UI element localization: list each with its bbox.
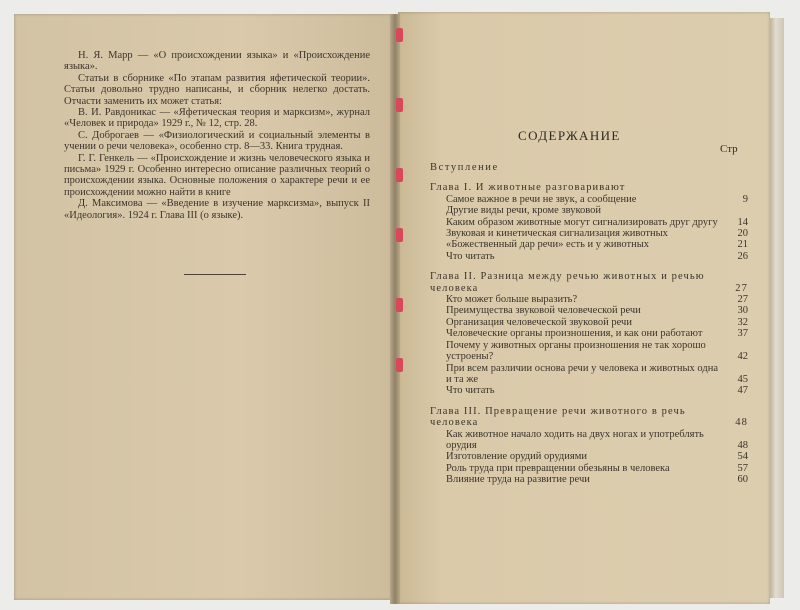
bibliography-entry: В. И. Равдоникас — «Яфетическая теория и марксизм», журнал «Человек и природа» 1929 г., № 12, стр. 28. <box>64 107 370 130</box>
bibliography-entry: Д. Максимова — «Введение в изучение марксизма», выпуск II «Идеология». 1924 г. Глава III (о языке). <box>64 198 370 221</box>
section-divider <box>184 274 246 275</box>
toc-entry: Другие виды речи, кроме звуковой <box>446 205 602 217</box>
table-of-contents <box>430 162 748 486</box>
bibliography-list <box>64 50 370 221</box>
toc-entry: Организация человеческой звуковой речи 32 <box>446 316 748 328</box>
bibliography-entry: Г. Г. Генкель — «Происхождение и жизнь человеческого языка и письма» 1929 г. Особенно интересно описание различных теорий о происхождении языка. Основные положения о характере речи и ее происхождении можно найти в книге <box>64 152 370 198</box>
toc-entry: Влияние труда на развитие речи 60 <box>446 474 748 486</box>
binding-thread <box>396 98 403 112</box>
toc-entry: Вступление <box>430 162 499 173</box>
toc-entry: «Божественный дар речи» есть и у животных 21 <box>446 239 748 251</box>
bibliography-entry: Н. Я. Марр — «О происхождении языка» и «Происхождение языка». <box>64 50 370 73</box>
toc-entry: Изготовление орудий орудиями 54 <box>446 451 748 463</box>
toc-chapter: Глава II. Разница между речью животных и речью человека 27 <box>430 271 748 294</box>
toc-entry: Звуковая и кинетическая сигнализация животных 20 <box>446 228 748 240</box>
toc-entry: Как животное начало ходить на двух ногах и употреблять орудия 48 <box>446 428 748 451</box>
toc-entry: Каким образом животные могут сигнализировать друг другу 14 <box>446 216 748 228</box>
toc-page-column-label: Стр <box>720 143 738 155</box>
page-edge <box>770 18 784 598</box>
binding-thread <box>396 168 403 182</box>
toc-entry: При всем различии основа речи у человека и животных одна и та же 45 <box>446 362 748 385</box>
toc-entry: Что читать 47 <box>446 385 748 397</box>
toc-title: СОДЕРЖАНИЕ <box>518 128 621 143</box>
binding-thread <box>396 298 403 312</box>
toc-entry: Почему у животных органы произношения не так хорошо устроены? 42 <box>446 339 748 363</box>
binding-thread <box>396 358 403 372</box>
toc-entry: Преимущества звуковой человеческой речи 30 <box>446 305 748 317</box>
binding-thread <box>396 228 403 242</box>
toc-chapter: Глава III. Превращение речи животного в речь человека 48 <box>430 405 748 429</box>
toc-chapter: Глава I. И животные разговаривают <box>430 182 626 194</box>
toc-entry: Самое важное в речи не звук, а сообщение 9 <box>446 193 748 205</box>
toc-entry: Кто может больше выразить? 27 <box>446 294 748 306</box>
binding-thread <box>396 28 403 42</box>
bibliography-entry: Статьи в сборнике «По этапам развития яфетической теории». Статьи довольно трудно написаны, и сборник нелегко достать. Отчасти заменить их может статья: <box>64 72 370 107</box>
toc-entry: Человеческие органы произношения, и как они работают 37 <box>446 328 748 340</box>
toc-entry: Что читать 26 <box>446 250 748 262</box>
bibliography-entry: С. Доброгаев — «Физиологический и социальный элементы в учении о речи человека», особенно стр. 8—33. Книга трудная. <box>64 129 370 153</box>
toc-entry: Роль труда при превращении обезьяны в человека 57 <box>446 462 748 474</box>
